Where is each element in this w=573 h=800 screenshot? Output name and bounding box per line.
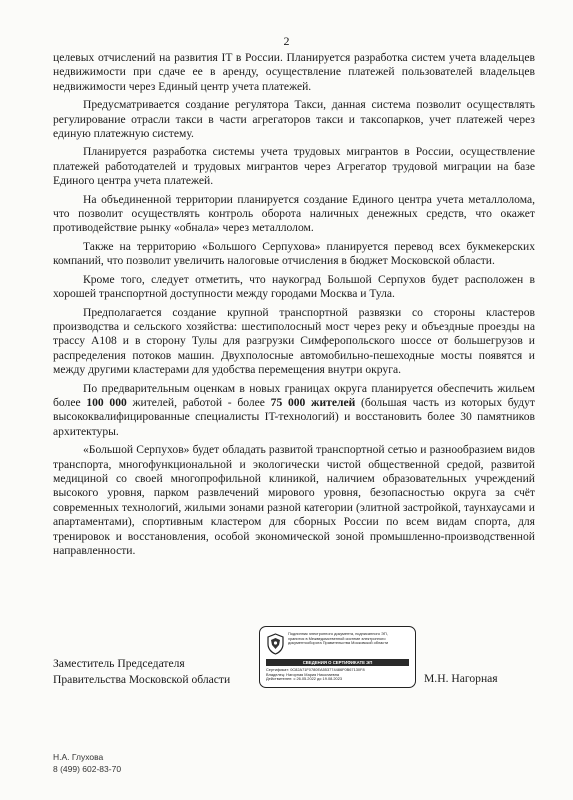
housing-count: 100 000 (86, 395, 127, 409)
paragraph-big-serpukhov: «Большой Серпухов» будет обладать развитой транспортной сетью и разнообразием видов транспорта, многофункциональной и экологически чистой общественной средой, развитой медициной со своей многопрофильной клиникой, наличием образовательных учреждений высокого уровня, парком развлечений мирового уровня, безопасностью округа за счёт современных технологий, жилыми зонами разной категории (элитной застройкой, таунхаусами и апартаментами), спортивным кластером для сборных России по всем видам спорта, для тренировок и восстановления, особой экономической зоной промышленно-производственной направленности. (53, 443, 535, 557)
paragraph-transport-hub: Предполагается создание крупной транспортной развязки со стороны кластеров производства и сельского хозяйства: шестиполосный мост через реку и объездные проезды на трассу А108 и в сторону Тулы для разгрузки Симферопольского шоссе от большегрузов и распределения потоков машин. Двухполосные автомобильно-пешеходные мосты появятся и между другими кластерами для удобства перемещения внутри округа. (53, 305, 535, 377)
paragraph-taxi-regulator: Предусматривается создание регулятора Такси, данная система позволит осуществлять регулирование отрасли такси в части агрегаторов такси и таксопарков, учет платежей через единую платежную систему. (53, 98, 535, 141)
stamp-header (288, 632, 412, 646)
housing-text-middle: жителей, работой - более (126, 395, 271, 409)
document-body (53, 51, 535, 562)
stamp-certificate-details (266, 668, 411, 682)
stamp-certificate-number: Сертификат: 0C82A71F0780EA553774486F0B67130F8 (266, 668, 365, 672)
housing-text-after: (большая часть из которых будут высококвалифицированные специалисты IT-технологий) и восстановить более 30 памятников архитектуры. (53, 395, 535, 438)
stamp-header-line3: документооборота Правительства Московской области (288, 640, 389, 645)
page-number: 2 (283, 34, 290, 48)
stamp-certificate-bar: СВЕДЕНИЯ О СЕРТИФИКАТЕ ЭП (266, 659, 409, 666)
signatory-title-line2: Правительства Московской области (53, 673, 231, 686)
stamp-header-line1: Подлинник электронного документа, подписанного ЭП, (288, 631, 388, 636)
electronic-signature-stamp (259, 626, 416, 688)
stamp-validity: Действителен: с 26.05.2022 до 19.08.2023 (266, 677, 343, 682)
housing-text-before: По предварительным оценкам в новых границах округа планируется обеспечить жильем более (53, 381, 535, 409)
executor-name: Н.А. Глухова (53, 752, 104, 762)
executor-contact (53, 751, 121, 775)
coat-of-arms-icon (266, 633, 285, 655)
stamp-owner: Владелец: Нагорная Мария Николаевна (266, 672, 340, 677)
signatory-name: М.Н. Нагорная (424, 672, 498, 685)
paragraph-scrap-metal: На объединенной территории планируется создание Единого центра учета металлолома, что позволит осуществлять контроль оборота наличных денежных средств, что окажет противодействие рынку «обнала» через металлолом. (53, 192, 535, 235)
paragraph-labor-migrants: Планируется разработка системы учета трудовых мигрантов в России, осуществление платежей работодателей и трудовых мигрантов через Агрегатор трудовой миграции на базе Единого центра учета платежей. (53, 145, 535, 188)
paragraph-it-payments: целевых отчислений на развития IT в России. Планируется разработка систем учета владельцев недвижимости при сдаче ее в аренду, осуществление платежей пользователей владельцев недвижимости через Единый центр учета платежей. (53, 51, 535, 93)
paragraph-transport-access: Кроме того, следует отметить, что наукоград Большой Серпухов будет расположен в хорошей транспортной доступности между городами Москва и Тула. (53, 272, 535, 301)
stamp-header-line2: хранится в Межведомственной системе электронного (288, 635, 386, 641)
executor-phone: 8 (499) 602-83-70 (53, 764, 122, 774)
paragraph-housing-estimates (53, 382, 535, 440)
signatory-title-line1: Заместитель Председателя (53, 657, 185, 670)
jobs-count: 75 000 жителей (270, 395, 356, 409)
paragraph-bookmakers: Также на территорию «Большого Серпухова» планируется перевод всех букмекерских компаний, что позволит увеличить налоговые отчисления в бюджет Московской области. (53, 239, 535, 268)
